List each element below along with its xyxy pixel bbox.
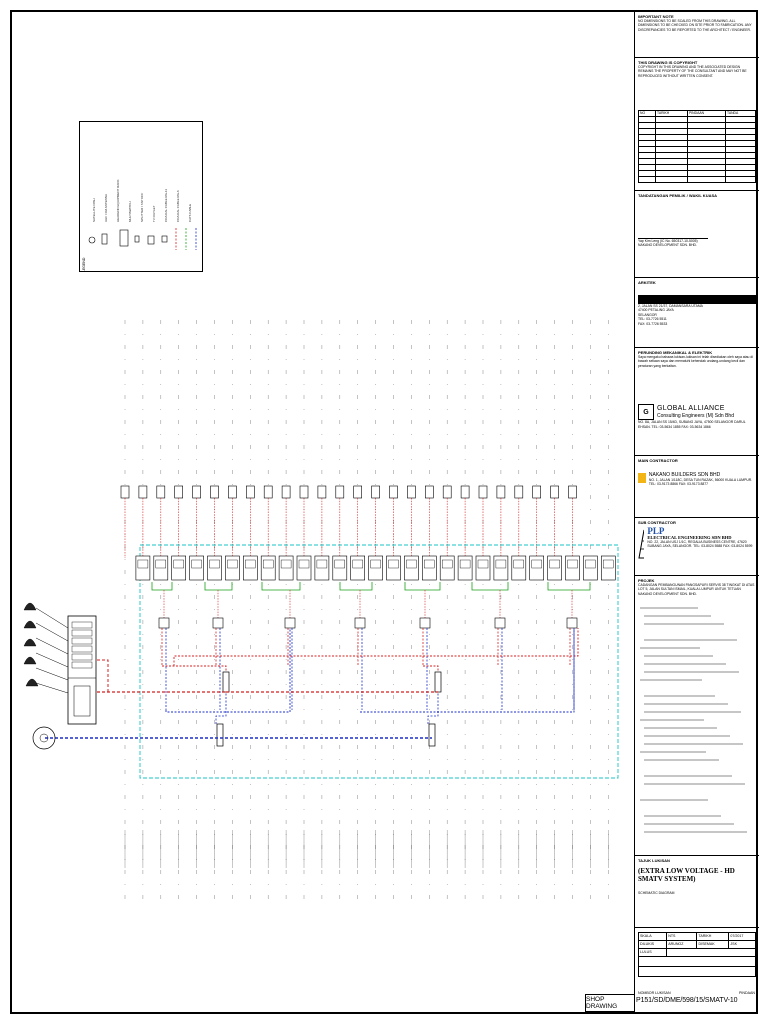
meta-label: SKALA — [639, 933, 667, 941]
subcontractor-address: NO. 22, JALAN USJ 1/1C, REGALIA BUSINESS CENTRE, 47620 SUBANG JAYA, SELANGOR. TEL: 03-8024 5588 FAX: 03-8024 5599 — [647, 540, 753, 549]
satellite-dish-icon — [24, 621, 36, 628]
green-trunk-link — [472, 582, 508, 590]
important-notes-text: NO DIMENSIONS TO BE SCALED FROM THIS DRAWING. ALL DIMENSIONS TO BE CHECKED ON SITE PRIOR TO FABRICATION. ANY DISCREPANCIES TO BE REPORTED TO THE ARCHITECT / ENGINEER. — [638, 19, 752, 32]
antenna-feed-line — [36, 623, 68, 641]
tv-outlet-box — [533, 486, 541, 498]
blue-distribution-bus — [360, 628, 574, 712]
consultant-logo — [638, 404, 756, 420]
splitter-box — [213, 618, 223, 628]
line-amplifier-red — [223, 672, 229, 692]
architect-name-bar — [638, 295, 756, 304]
contractor-section — [635, 456, 759, 518]
plp-tower-logo-icon — [638, 529, 644, 559]
tv-outlet-box — [300, 486, 308, 498]
project-description-lines — [638, 600, 756, 840]
tv-outlet-box — [336, 486, 344, 498]
legend-item-label: MULTISWITCH — [128, 201, 132, 222]
meta-label: LULUS — [639, 949, 667, 957]
legend-item-label: CAT6 CABLE — [188, 203, 192, 222]
legend-item-label: SATELLITE DISH — [92, 198, 96, 222]
drawing-meta-grid — [638, 932, 756, 977]
tv-outlet-box — [497, 486, 505, 498]
antenna-feed-line — [36, 668, 68, 680]
tv-outlet-box — [407, 486, 415, 498]
drawing-title-label: TAJUK LUKISAN — [638, 858, 670, 863]
satellite-dish-icon — [24, 603, 36, 610]
meta-value: 07/2017 — [729, 933, 756, 941]
tv-outlet-box — [354, 486, 362, 498]
meta-label: DILUKIS — [639, 941, 667, 949]
revision-label: PINDAAN — [739, 991, 755, 995]
tv-outlet-box — [121, 486, 129, 498]
legend-item-label: HEADEND EQUIPMENT RACK — [116, 179, 120, 222]
consultant-sub: Consulting Engineers (M) Sdn Bhd — [657, 413, 734, 420]
subcontractor-name: ELECTRICAL ENGINEERING SDN BHD — [647, 535, 732, 540]
copyright-label: THIS DRAWING IS COPYRIGHT — [638, 60, 698, 65]
tv-outlet-box — [443, 486, 451, 498]
consultant-name: GLOBAL ALLIANCE — [657, 405, 725, 413]
satellite-dish-icon — [24, 657, 36, 664]
contractor-label: MAIN CONTRACTOR — [638, 458, 678, 463]
meta-label: TARIKH — [697, 933, 729, 941]
satellite-dish-icon — [26, 679, 38, 686]
tv-outlet-box — [175, 486, 183, 498]
architect-line: SELANGOR — [638, 312, 657, 317]
project-text: CADANGAN PEMBANGUNAN PANGSAPURI SERVIS 38 TINGKAT DI ATAS LOT 5, JALAN SULTAN ISMAIL, KUALA LUMPUR UNTUK TETUAN NAKANO DEVELOPMENT SDN. BHD. — [638, 583, 755, 596]
rev-header-amend: PINDAAN — [687, 111, 725, 117]
global-alliance-logo-icon: G — [638, 404, 654, 420]
green-trunk-link — [405, 582, 440, 590]
green-trunk-link — [205, 582, 232, 590]
drawing-number: P151/SD/DME/598/15/SMATV-10 — [636, 997, 738, 1004]
tv-outlet-box — [211, 486, 219, 498]
nakano-logo-icon — [638, 473, 646, 483]
project-label: PROJEK — [638, 578, 655, 583]
legend-item-label: TV OUTLET — [152, 205, 156, 222]
green-trunk-link — [340, 582, 372, 590]
green-trunk-link — [262, 582, 300, 590]
splitter-box — [495, 618, 505, 628]
consultant-address: NO. 8A, JALAN SS 15/4D, SUBANG JAYA, 47500 SELANGOR DARUL EHSAN. TEL: 03-5634 1855 FAX: 03-5634 1866 — [638, 420, 746, 429]
tv-outlet-box — [318, 486, 326, 498]
green-trunk-link — [548, 582, 590, 590]
tv-outlet-box — [515, 486, 523, 498]
architect-section — [635, 278, 759, 348]
tv-outlet-box — [228, 486, 236, 498]
copyright-text: COPYRIGHT IN THIS DRAWING AND THE ASSOCIATED DESIGN REMAINS THE PROPERTY OF THE CONSULTANT AND MAY NOT BE REPRODUCED WITHOUT WRITTEN CONSENT. — [638, 65, 747, 78]
owner-name: Yap Kim Leng (IC No. 650317-10-5005) — [638, 239, 698, 243]
tv-outlet-box — [390, 486, 398, 498]
subcontractor-brand: PLP — [647, 526, 665, 536]
drawing-title: (EXTRA LOW VOLTAGE - HD SMATV SYSTEM) — [638, 867, 735, 883]
subcontractor-label: SUB CONTRACTOR — [638, 520, 676, 525]
me-declaration-text: Saya mengaku bahawa lukisan-lukisan ini telah disediakan oleh saya atau di bawah seliaan saya dan mematuhi kehendak undang-undang kecil dan peraturan yang berkaitan. — [638, 355, 753, 368]
legend-item-label: COAXIAL CABLE RG-11 — [164, 188, 168, 222]
drawing-number-label: NOMBOR LUKISAN — [638, 991, 671, 995]
me-consultant-section — [635, 348, 759, 456]
meta-value: ARUNOZ — [667, 941, 697, 949]
blue-amp-link — [216, 692, 226, 724]
tv-outlet-box — [157, 486, 165, 498]
tv-outlet-box — [569, 486, 577, 498]
project-section — [635, 576, 759, 856]
tv-outlet-box — [282, 486, 290, 498]
contractor-name: NAKANO BUILDERS SDN BHD — [648, 472, 721, 478]
subcontractor-section — [635, 518, 759, 576]
title-block — [634, 12, 758, 1012]
owner-section — [635, 190, 759, 278]
tv-outlet-box — [264, 486, 272, 498]
splitter-box — [420, 618, 430, 628]
splitter-box — [355, 618, 365, 628]
drawing-subtitle: SCHEMATIC DIAGRAM — [638, 891, 675, 895]
architect-label: ARKITEK — [638, 280, 656, 285]
tv-outlet-box — [425, 486, 433, 498]
tv-outlet-box — [551, 486, 559, 498]
legend-item-label: SPLITTER / TAP OFF — [140, 192, 144, 222]
blue-distribution-bus — [166, 628, 290, 712]
meta-value: JSK — [729, 941, 756, 949]
owner-company: NAKANO DEVELOPMENT SDN. BHD. — [638, 243, 697, 248]
green-trunk-link — [152, 582, 172, 590]
important-notes-label: IMPORTANT NOTE — [638, 14, 674, 19]
antenna-feed-line — [36, 683, 68, 693]
legend-item-label: UHF / FM ANTENNA — [104, 193, 108, 222]
meta-value: NTS — [667, 933, 697, 941]
blue-amp-link — [428, 692, 438, 724]
line-amplifier-red — [435, 672, 441, 692]
satellite-dish-icon — [24, 639, 36, 646]
legend-item-label: COAXIAL CABLE RG-6 — [176, 190, 180, 222]
architect-line: TEL: 03-7726 5511 — [638, 317, 667, 322]
rev-header-date: TARIKH — [656, 111, 688, 117]
splitter-box — [159, 618, 169, 628]
splitter-box — [285, 618, 295, 628]
architect-line: 2, JALAN SS 21/37, DAMANSARA UTAMA — [638, 304, 703, 308]
legend-title: LEGEND — [82, 257, 86, 272]
tv-outlet-box — [193, 486, 201, 498]
tv-outlet-box — [139, 486, 147, 498]
owner-label: TANDATANGAN PEMILIK / WAKIL KUASA — [638, 193, 718, 198]
line-amplifier-blue — [429, 724, 435, 746]
rev-header-sign: TANDA — [726, 111, 756, 117]
antenna-feed-line — [36, 638, 68, 654]
red-distribution-bus — [423, 666, 438, 672]
important-notes — [635, 12, 759, 58]
shop-drawing-stamp: SHOP DRAWING — [585, 994, 634, 1012]
architect-line: 47400 PETALING JAYA — [638, 308, 674, 313]
antenna-feed-line — [36, 608, 68, 628]
red-distribution-bus — [174, 628, 578, 666]
tv-outlet-box — [461, 486, 469, 498]
me-consultant-label: PERUNDING MEKANIKAL & ELEKTRIK — [638, 350, 713, 355]
revision-table — [638, 110, 756, 183]
tv-outlet-box — [372, 486, 380, 498]
rev-header-no: NO — [639, 111, 656, 117]
line-amplifier-blue — [217, 724, 223, 746]
architect-line: FAX: 03-7726 5533 — [638, 321, 668, 326]
contractor-address: NO. 1, JALAN 1/118C, DESA TUN RAZAK, 56000 KUALA LUMPUR. TEL: 03-9173 8866 FAX: 03-9173 8877 — [648, 478, 753, 487]
red-distribution-bus — [162, 666, 226, 672]
tv-outlet-box — [479, 486, 487, 498]
tv-outlet-box — [246, 486, 254, 498]
splitter-box — [567, 618, 577, 628]
antenna-feed-line — [36, 653, 68, 667]
copyright-section — [635, 58, 759, 110]
meta-label: DISEMAK — [697, 941, 729, 949]
drawing-title-section — [635, 856, 759, 928]
